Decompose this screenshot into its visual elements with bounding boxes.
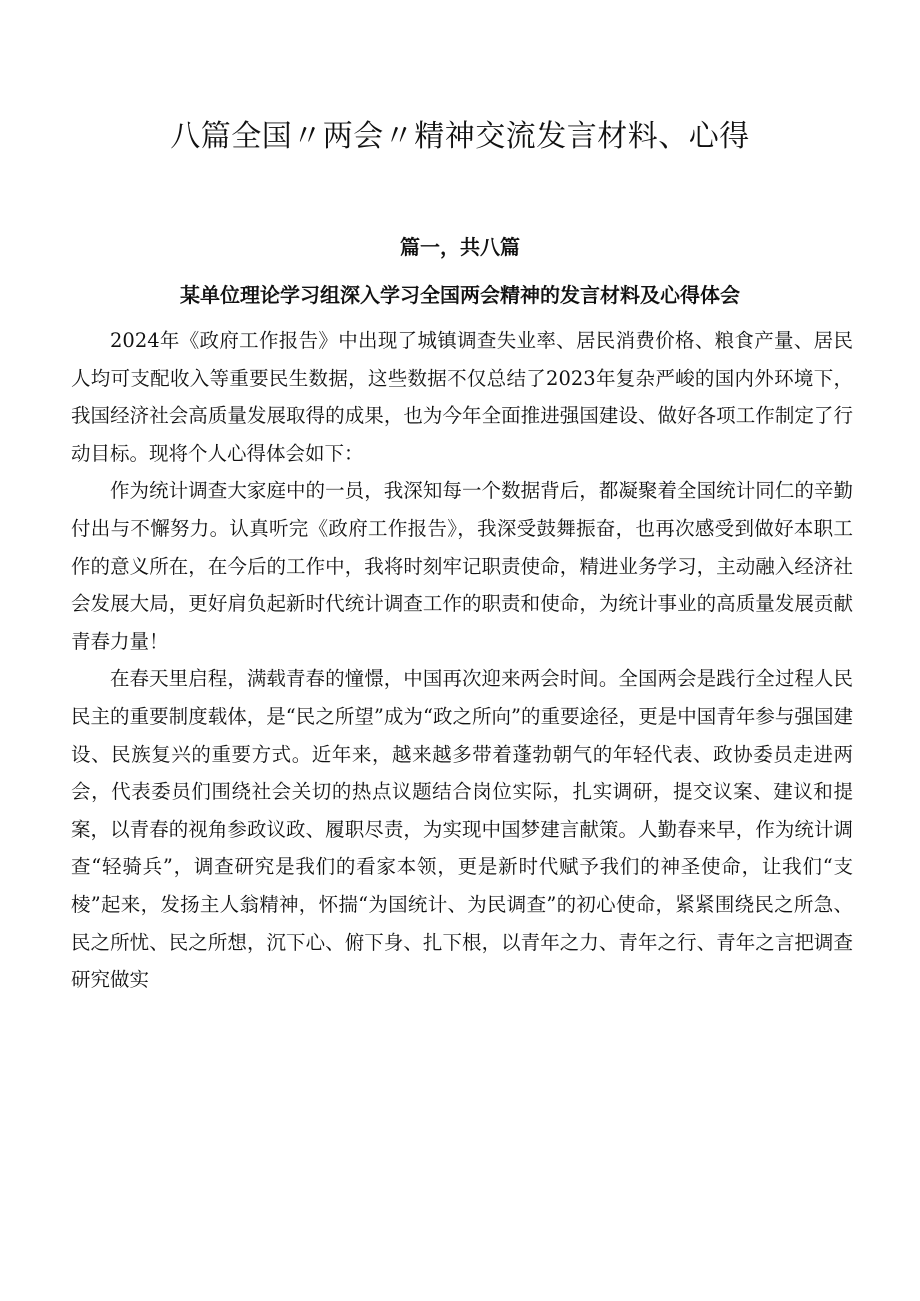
paragraph-2: 作为统计调查大家庭中的一员，我深知每一个数据背后，都凝聚着全国统计同仁的辛勤付出与不懈努力。认真听完《政府工作报告》，我深受鼓舞振奋，也再次感受到做好本职工作的意义所在，在今后的工作中，我将时刻牢记职责使命，精进业务学习，主动融入经济社会发展大局，更好肩负起新时代统计调查工作的职责和使命，为统计事业的高质量发展贡献青春力量！ [71,479,853,653]
section-number: 篇一，共八篇 [400,235,520,259]
document-body [71,322,853,999]
section-title: 某单位理论学习组深入学习全国两会精神的发言材料及心得体会 [180,283,740,307]
document-title: 八篇全国〃两会〃精神交流发言材料、心得 [170,119,750,154]
paragraph-1: 2024年《政府工作报告》中出现了城镇调查失业率、居民消费价格、粮食产量、居民人均可支配收入等重要民生数据，这些数据不仅总结了2023年复杂严峻的国内外环境下，我国经济社会高质量发展取得的成果，也为今年全面推进强国建设、做好各项工作制定了行动目标。现将个人心得体会如下： [71,329,853,465]
paragraph-3: 在春天里启程，满载青春的憧憬，中国再次迎来两会时间。全国两会是践行全过程人民民主的重要制度载体，是“民之所望”成为“政之所向”的重要途径，更是中国青年参与强国建设、民族复兴的重要方式。近年来，越来越多带着蓬勃朝气的年轻代表、政协委员走进两会，代表委员们围绕社会关切的热点议题结合岗位实际，扎实调研，提交议案、建议和提案，以青春的视角参政议政、履职尽责，为实现中国梦建言献策。人勤春来早，作为统计调查“轻骑兵”，调查研究是我们的看家本领，更是新时代赋予我们的神圣使命，让我们“支棱”起来，发扬主人翁精神，怀揣“为国统计、为民调查”的初心使命，紧紧围绕民之所急、民之所忧、民之所想，沉下心、俯下身、扎下根，以青年之力、青年之行、青年之言把调查研究做实 [71,667,853,992]
